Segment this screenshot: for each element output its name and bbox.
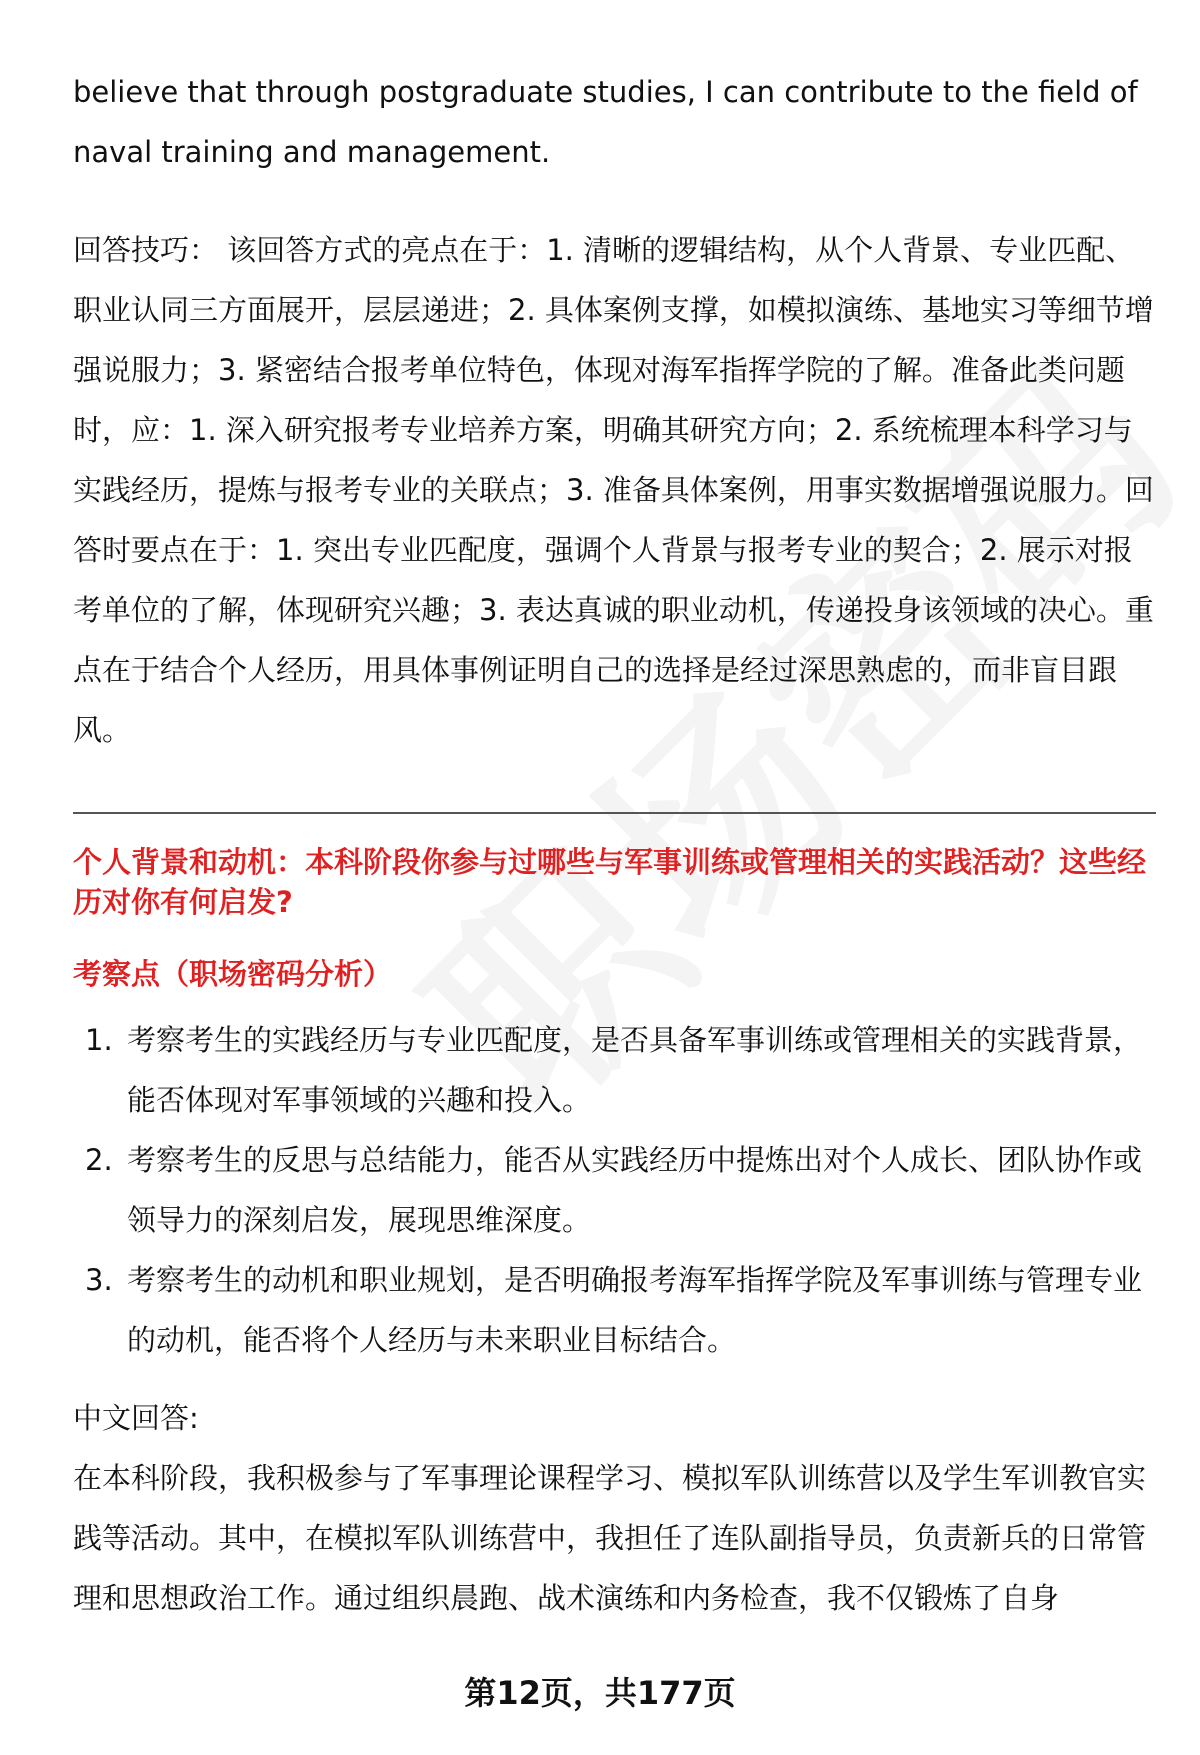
chinese-answer-label: 中文回答:: [73, 1401, 199, 1435]
list-item-text: 考察考生的反思与总结能力，能否从实践经历中提炼出对个人成长、团队协作或领导力的深刻启发，展现思维深度。: [127, 1143, 1143, 1237]
question-heading: 个人背景和动机：本科阶段你参与过哪些与军事训练或管理相关的实践活动？这些经历对你有何启发?: [73, 845, 1147, 919]
assessment-points-list: [73, 1010, 1156, 1370]
list-item: [73, 1250, 1156, 1370]
list-number: 2.: [85, 1143, 113, 1177]
list-number: 3.: [85, 1263, 113, 1297]
list-item-text: 考察考生的实践经历与专业匹配度，是否具备军事训练或管理相关的实践背景，能否体现对军事领域的兴趣和投入。: [127, 1023, 1143, 1117]
answer-tips-paragraph: 回答技巧： 该回答方式的亮点在于：1. 清晰的逻辑结构，从个人背景、专业匹配、职业认同三方面展开，层层递进；2. 具体案例支撑，如模拟演练、基地实习等细节增强说服力；3. 紧密结合报考单位特色，体现对海军指挥学院的了解。准备此类问题时，应：1. 深入研究报考专业培养方案，明确其研究方向；2. 系统梳理本科学习与实践经历，提炼与报考专业的关联点；3. 准备具体案例，用事实数据增强说服力。回答时要点在于：1. 突出专业匹配度，强调个人背景与报考专业的契合；2. 展示对报考单位的了解，体现研究兴趣；3. 表达真诚的职业动机，传递投身该领域的决心。重点在于结合个人经历，用具体事例证明自己的选择是经过深思熟虑的，而非盲目跟风。: [73, 233, 1154, 747]
document-page: [73, 62, 1156, 1628]
intro-line-2: naval training and management.: [73, 135, 551, 169]
list-number: 1.: [85, 1023, 113, 1057]
intro-line-1: believe that through postgraduate studies, I can contribute to the field of: [73, 75, 1138, 109]
page-number-footer: 第12页，共177页: [464, 1674, 736, 1712]
assessment-points-heading: 考察点（职场密码分析）: [73, 957, 393, 991]
list-item-text: 考察考生的动机和职业规划，是否明确报考海军指挥学院及军事训练与管理专业的动机，能否将个人经历与未来职业目标结合。: [127, 1263, 1143, 1357]
list-item: [73, 1130, 1156, 1250]
section-divider: [73, 812, 1156, 814]
list-item: [73, 1010, 1156, 1130]
chinese-answer-text: 在本科阶段，我积极参与了军事理论课程学习、模拟军队训练营以及学生军训教官实践等活动。其中，在模拟军队训练营中，我担任了连队副指导员，负责新兵的日常管理和思想政治工作。通过组织晨跑、战术演练和内务检查，我不仅锻炼了自身: [73, 1461, 1147, 1615]
